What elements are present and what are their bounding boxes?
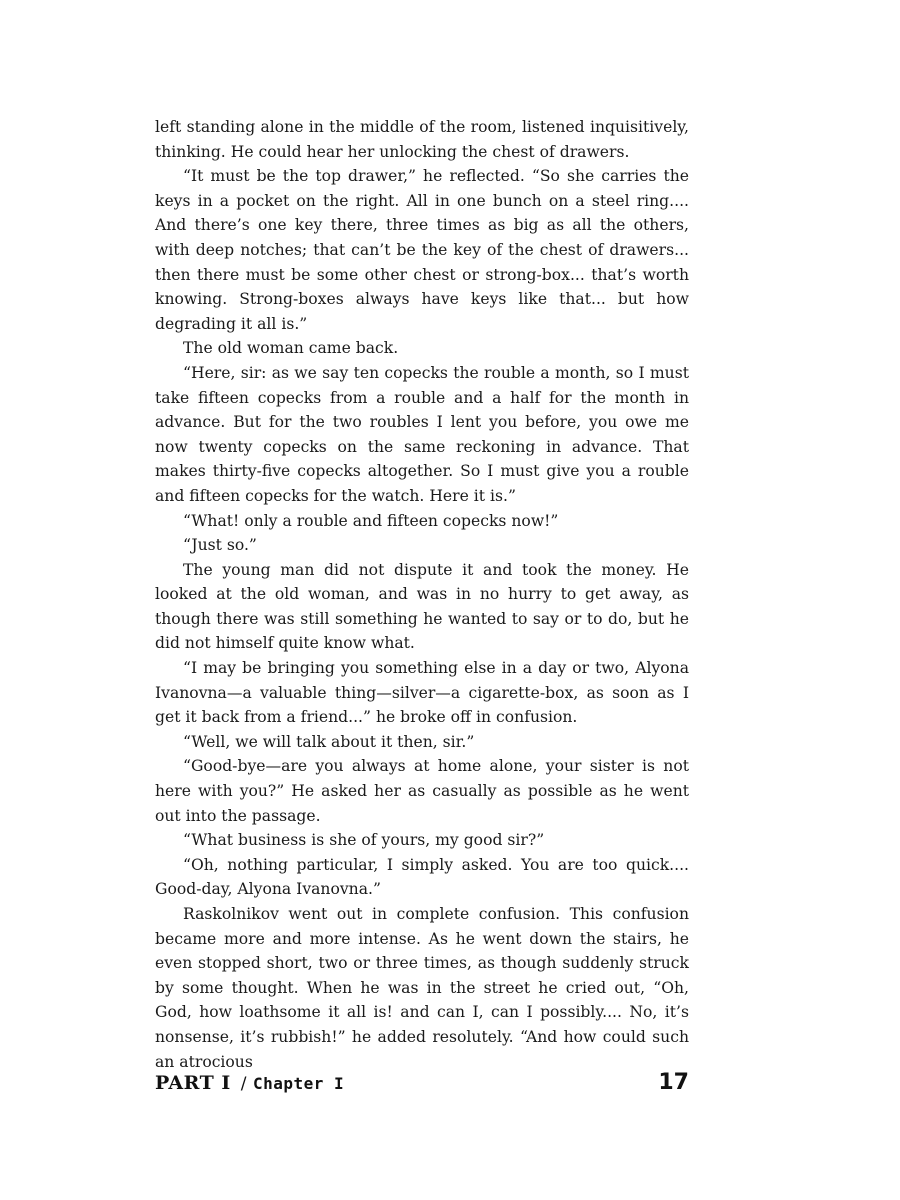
paragraph: The old woman came back. — [183, 339, 399, 358]
footer-part: PART I — [155, 1072, 231, 1094]
footer-chapter: Chapter I — [252, 1074, 345, 1093]
footer-section-label — [155, 1072, 344, 1094]
page-number: 17 — [658, 1070, 689, 1095]
paragraph: “What business is she of yours, my good sir?” — [183, 831, 545, 850]
body-text — [155, 115, 689, 1074]
paragraph: “Oh, nothing particular, I simply asked. You are too quick.... Good-day, Alyona Ivanovna.” — [155, 855, 689, 899]
paragraph: “I may be bringing you something else in a day or two, Alyona Ivanovna—a valuable thing—silver—a cigarette-box, as soon as I get it back from a friend...” he broke off in confusion. — [155, 659, 689, 727]
paragraph: “It must be the top drawer,” he reflected. “So she carries the keys in a pocket on the right. All in one bunch on a steel ring.... And there’s one key there, three times as big as all the others, with deep notches; that can’t be the key of the chest of drawers... then there must be some other chest or strong-box... that’s worth knowing. Strong-boxes always have keys like that... but how degrading it all is.” — [155, 167, 689, 333]
paragraph: “Just so.” — [183, 536, 257, 555]
paragraph: “What! only a rouble and fifteen copecks now!” — [183, 511, 559, 530]
paragraph: left standing alone in the middle of the room, listened inquisitively, thinking. He could hear her unlocking the chest of drawers. — [155, 118, 689, 161]
footer-separator: / — [240, 1074, 247, 1094]
paragraph: “Good-bye—are you always at home alone, your sister is not here with you?” He asked her as casually as possible as he went out into the passage. — [155, 757, 689, 825]
running-footer — [155, 1072, 689, 1104]
paragraph: The young man did not dispute it and took the money. He looked at the old woman, and was in no hurry to get away, as though there was still something he wanted to say or to do, but he did not himself quite know what. — [155, 560, 689, 653]
paragraph: “Here, sir: as we say ten copecks the rouble a month, so I must take fifteen copecks from a rouble and a half for the month in advance. But for the two roubles I lent you before, you owe me now twenty copecks on the same reckoning in advance. That makes thirty-five copecks altogether. So I must give you a rouble and fifteen copecks for the watch. Here it is.” — [155, 363, 689, 505]
paragraph: Raskolnikov went out in complete confusion. This confusion became more and more intense. As he went down the stairs, he even stopped short, two or three times, as though suddenly struck by some thought. When he was in the street he cried out, “Oh, God, how loathsome it all is! and can I, can I possibly.... No, it’s nonsense, it’s rubbish!” he added resolutely. “And how could such an atrocious — [155, 905, 689, 1071]
paragraph: “Well, we will talk about it then, sir.” — [183, 732, 475, 751]
